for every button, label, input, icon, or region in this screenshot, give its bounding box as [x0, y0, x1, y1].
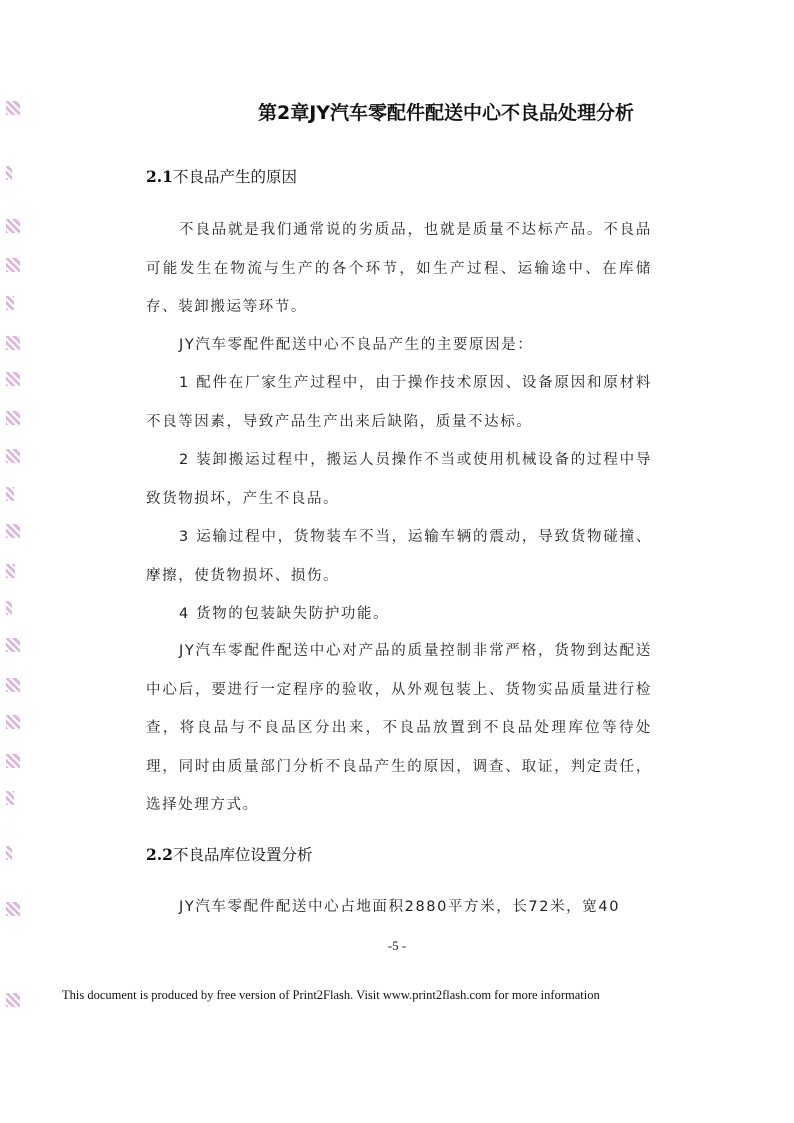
paragraph: 4 货物的包装缺失防护功能。 — [179, 606, 390, 622]
paragraph: 1 配件在厂家生产过程中，由于操作技术原因、设备原因和原材料不良等因素，导致产品生产出来后缺陷，质量不达标。 — [146, 375, 652, 430]
section-title: 不良品产生的原因 — [172, 168, 297, 186]
paragraph: JY汽车零配件配送中心不良品产生的主要原因是： — [179, 337, 534, 353]
paragraph: JY汽车零配件配送中心占地面积2880平方米，长72米，宽40 — [179, 899, 621, 915]
margin-mark — [6, 336, 20, 350]
footer-notice: This document is produced by free version of Print2Flash. Visit www.print2flash.com for more information — [62, 988, 600, 1002]
margin-mark — [6, 754, 20, 768]
margin-mark — [6, 411, 20, 425]
paragraph: JY汽车零配件配送中心对产品的质量控制非常严格，货物到达配送中心后，要进行一定程序的验收，从外观包装上、货物实品质量进行检查，将良品与不良品区分出来，不良品放置到不良品处理库位等待处理，同时由质量部门分析不良品产生的原因，调查、取证，判定责任，选择处理方式。 — [146, 643, 652, 813]
paragraph: 3 运输过程中，货物装车不当，运输车辆的震动，导致货物碰撞、摩擦，使货物损坏、损伤。 — [146, 529, 652, 584]
section-title: 不良品库位设置分析 — [172, 846, 313, 864]
margin-mark — [6, 219, 20, 233]
section-heading-2-1 — [146, 165, 297, 187]
paragraph: 不良品就是我们通常说的劣质品，也就是质量不达标产品。不良品可能发生在物流与生产的各个环节，如生产过程、运输途中、在库储存、装卸搬运等环节。 — [146, 222, 652, 315]
margin-mark — [6, 791, 14, 805]
margin-marks — [6, 0, 26, 1123]
margin-mark — [6, 449, 20, 463]
section-number: 2.2 — [146, 845, 173, 864]
margin-mark — [6, 101, 20, 115]
paragraph: 2 装卸搬运过程中，搬运人员操作不当或使用机械设备的过程中导致货物损坏，产生不良品。 — [146, 452, 652, 507]
margin-mark — [6, 902, 20, 916]
margin-mark — [6, 846, 12, 860]
margin-mark — [6, 524, 20, 538]
margin-mark — [6, 601, 12, 615]
margin-mark — [6, 487, 14, 501]
margin-mark — [6, 166, 12, 180]
margin-mark — [6, 993, 20, 1007]
margin-mark — [6, 258, 20, 272]
margin-mark — [6, 715, 20, 729]
section-heading-2-2 — [146, 843, 312, 865]
margin-mark — [6, 678, 20, 692]
section-number: 2.1 — [146, 167, 173, 186]
margin-mark — [6, 638, 20, 652]
margin-mark — [6, 372, 20, 386]
page-number: -5 - — [387, 938, 407, 953]
chapter-title: 第2章JY汽车零配件配送中心不良品处理分析 — [257, 102, 635, 124]
margin-mark — [6, 564, 15, 578]
margin-mark — [6, 296, 14, 310]
